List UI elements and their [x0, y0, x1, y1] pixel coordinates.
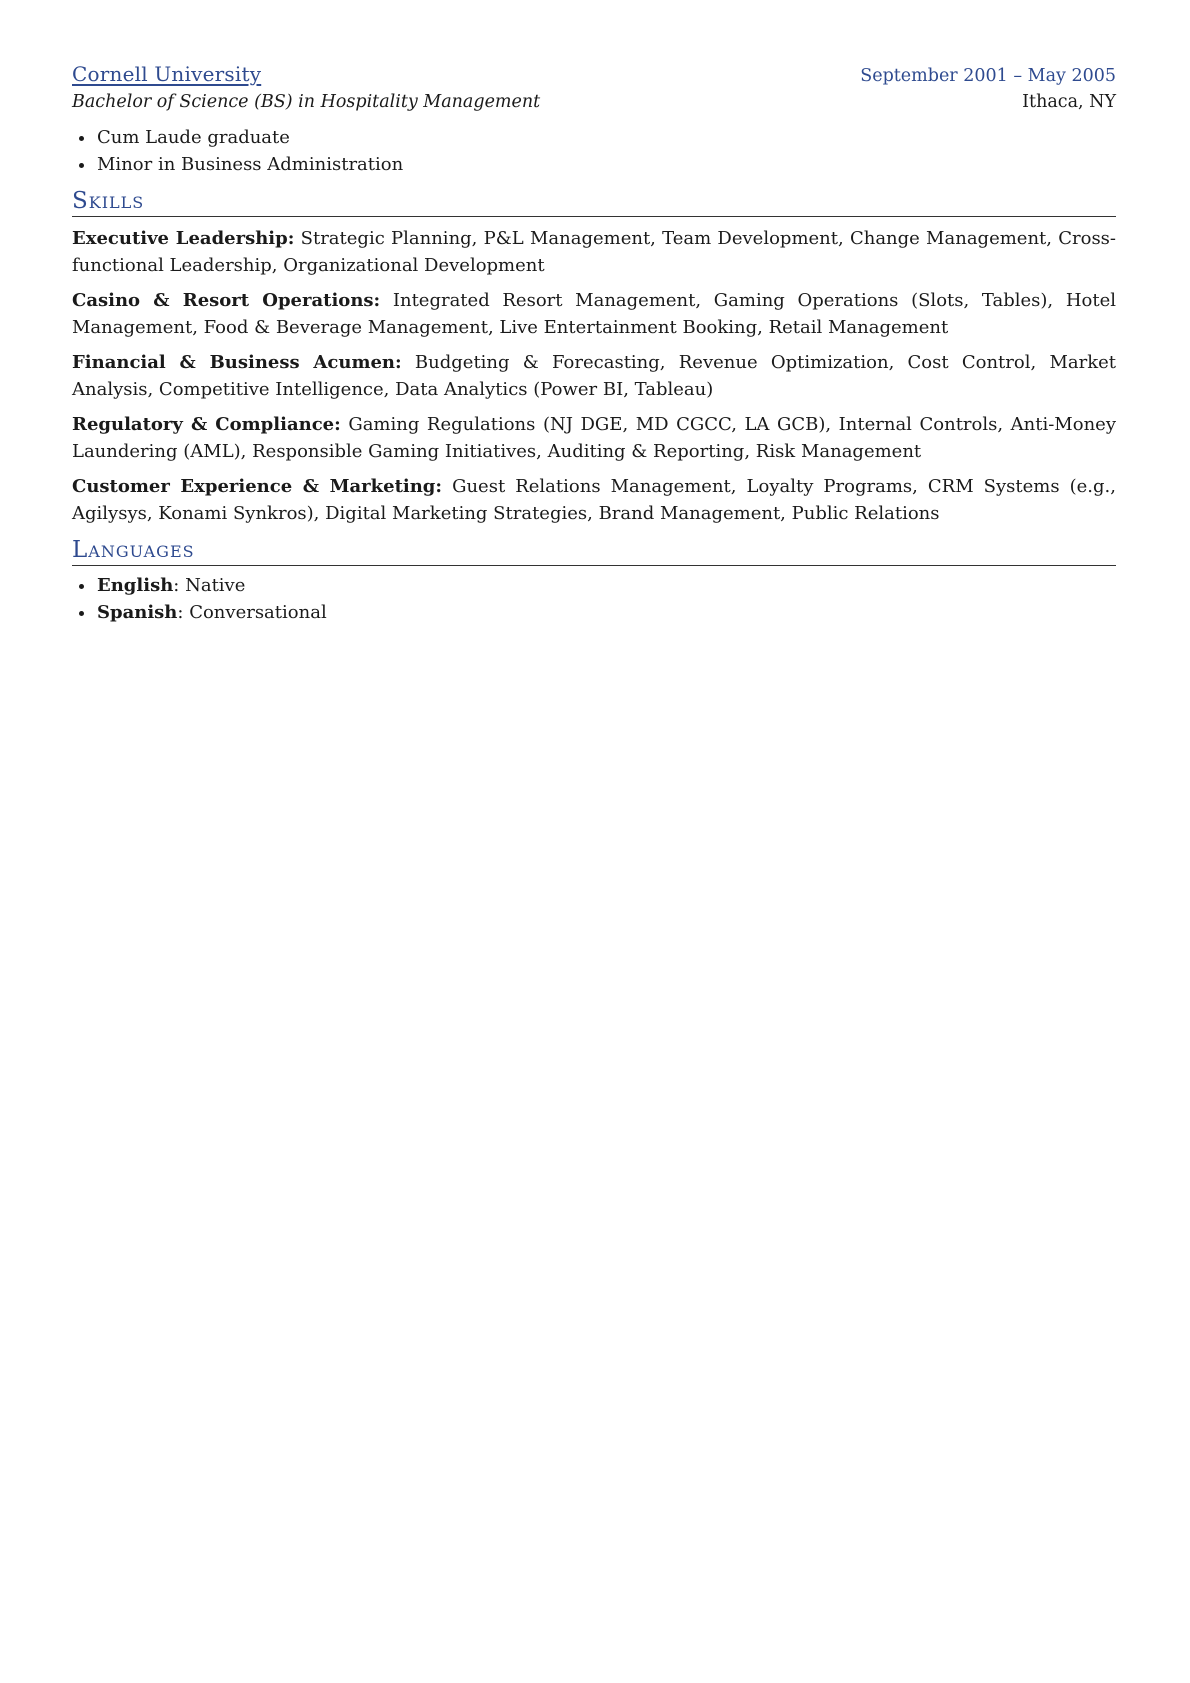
- skill-label: Customer Experience & Marketing:: [72, 476, 443, 497]
- language-level: : Native: [173, 575, 246, 596]
- education-entry: [72, 62, 1116, 178]
- skills-list: [72, 225, 1116, 527]
- degree-title: Bachelor of Science (BS) in Hospitality Management: [72, 92, 541, 112]
- skill-item-customer-experience-marketing: [72, 473, 1116, 527]
- skill-text: Strategic Planning, P&L Management, Team Development, Change Management, Cross-functional Leadership, Organizational Development: [72, 228, 1116, 276]
- skill-label: Regulatory & Compliance:: [72, 414, 341, 435]
- skill-text: Integrated Resort Management, Gaming Operations (Slots, Tables), Hotel Management, Food & Beverage Management, Live Entertainment Booking, Retail Management: [72, 290, 1116, 338]
- skill-label: Financial & Business Acumen:: [72, 352, 402, 373]
- language-name: English: [97, 575, 174, 596]
- language-item-english: [79, 572, 1116, 599]
- school-name-link[interactable]: Cornell University: [72, 62, 262, 86]
- education-location: Ithaca, NY: [1022, 92, 1116, 112]
- list-item: Cum Laude graduate: [79, 124, 1116, 151]
- skill-text: Guest Relations Management, Loyalty Programs, CRM Systems (e.g., Agilysys, Konami Synkros), Digital Marketing Strategies, Brand Management, Public Relations: [72, 476, 1116, 524]
- education-subheader-row: [72, 92, 1116, 112]
- language-level: : Conversational: [177, 602, 327, 623]
- skill-text: Gaming Regulations (NJ DGE, MD CGCC, LA GCB), Internal Controls, Anti-Money Laundering (AML), Responsible Gaming Initiatives, Auditing & Reporting, Risk Management: [72, 414, 1116, 462]
- skill-item-financial-business-acumen: [72, 349, 1116, 403]
- skill-item-regulatory-compliance: [72, 411, 1116, 465]
- education-dates: September 2001 – May 2005: [860, 66, 1116, 86]
- skill-label: Executive Leadership:: [72, 228, 295, 249]
- education-bullets: [72, 124, 1116, 178]
- resume-page: [72, 62, 1116, 626]
- education-header-row: [72, 62, 1116, 86]
- list-item: Minor in Business Administration: [79, 151, 1116, 178]
- skill-label: Casino & Resort Operations:: [72, 290, 381, 311]
- skills-section-title: Skills: [72, 186, 1116, 217]
- skill-text: Budgeting & Forecasting, Revenue Optimization, Cost Control, Market Analysis, Competitive Intelligence, Data Analytics (Power BI, Tableau): [72, 352, 1117, 400]
- languages-list: [72, 572, 1116, 626]
- skill-item-executive-leadership: [72, 225, 1116, 279]
- languages-section-title: Languages: [72, 535, 1116, 566]
- skill-item-casino-resort-operations: [72, 287, 1116, 341]
- language-name: Spanish: [97, 602, 178, 623]
- language-item-spanish: [79, 599, 1116, 626]
